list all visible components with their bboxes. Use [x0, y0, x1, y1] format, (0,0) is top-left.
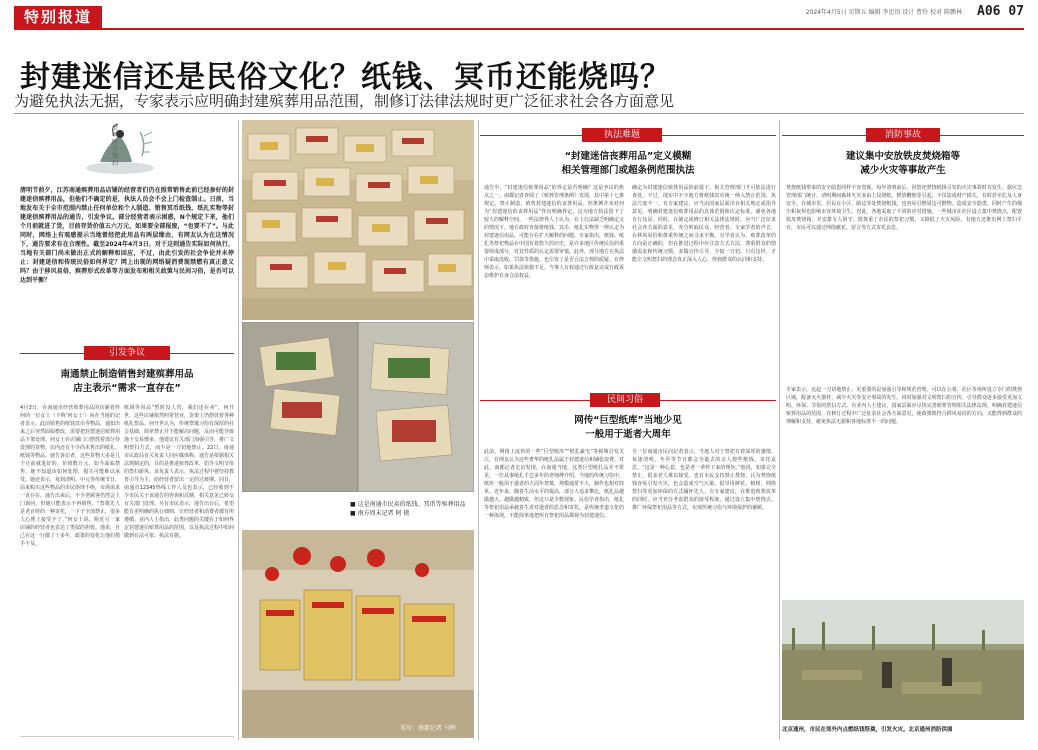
section-tab: 特别报道: [14, 6, 102, 28]
law-article-col1: 通告中，“封建迷信殡葬用品”的界定是否明确？这是争议的焦点之一。南都记者查阅了《殡葬管理条例》发现，其中第十七条规定，禁止制造、销售封建迷信的丧葬用品。但条例并未对何为“封建迷信的丧葬用品”作出明确界定，这为地方执法留下了较大的解释空间。一些法律界人士认为，在上位法缺乏明确定义的情况下，地方政府直接将纸钱、冥币、纸扎实物等一律认定为封建迷信用品，可能存在扩大解释的问题。专家指出，纸钱、纸扎等祭祀物品在中国有着悠久的历史，是许多地区传统民俗的重要组成部分，对其性质的认定需要审慎。此外，部分地方在执法中采取没收、罚款等措施，也引发了是否合法合规的质疑。有律师表示，如果执法依据不足，当事人有权通过行政复议或行政诉讼维护自身合法权益。: [484, 185, 624, 279]
page-number: A06 07: [977, 4, 1024, 19]
fire-photo-caption: 北京通州，市民在郊外内点燃纸钱祭奠，引发火灾。北京通州消防供图: [782, 727, 953, 733]
fire-section-label: 消防事故: [866, 128, 940, 142]
photo-caption-line-1: ■ 这是南通市民卖的纸钱、冥币等殡葬用品: [350, 501, 466, 508]
fire-article-col1: 焚烧纸钱带来的安全隐患同样不容忽视。每年清明前后，因祭祀焚烧纸钱引发的火灾事故时有发生。据应急管理部门统计，清明期间森林火灾多由上坟烧纸、燃放鞭炮等引起，不仅造成财产损失，有时甚至危及人身安全。在城市里，居民在小区、路边等处焚烧纸钱，也容易引燃周边可燃物，造成安全隐患，同时产生的烟尘和灰烬也影响市容环境卫生。对此，各地采取了不同的应对措施。一些城市在社区设立集中焚烧点，配置铁皮焚烧箱，并安排专人值守，既尊重了市民的祭祀习惯，又降低了火灾风险。有地方还推出网上祭扫平台，市民可以通过网络献花、留言等方式寄托哀思。: [786, 185, 1022, 231]
left-article-col1: 4月3日，在南通市经营殡葬用品的店铺者姓何的一位女士（下称‘何女士’）向在当地的记者表示，此前销售的纸钱冥币等物品，通知出来之后突然面临整改，需要把封建迷信殡葬用品下架处理。何女士在店铺门口摆放着部分待处理的货物，店内还有不少尚未售出的纸扎、纸钱等物品。她告诉记者，这些货物大多是几个月前就进好的，价值数万元。如今面临禁售，她不知道该如何处理，损失可能难以承受。她还表示，每到清明、中元等传统节日，前来购买这些物品的市民络绎不绝，市场需求一直存在。通告出来后，不少老顾客仍然会上门询问，但她只能表示不再销售。“祭奠先人是老百姓的一种寄托，一下子全部禁止，很多人心理上接受不了。”何女士说。附近另一家店铺的经营者也表达了类似的担忧。他说，自己在这一行做了十多年，政策的变化让他们措手不及。: [20, 405, 120, 547]
left-article-title: 南通禁止制造销售封建殡葬用品 店主表示“需求一直存在”: [60, 369, 194, 394]
photo-caption: [350, 500, 470, 518]
column-divider: [478, 120, 479, 740]
folk-section-label: 民间习俗: [590, 393, 660, 407]
headline: 封建迷信还是民俗文化？纸钱、冥币还能烧吗？: [20, 60, 671, 95]
column-divider: [238, 120, 239, 740]
illustration-text: 清明时节 · 祭扫: [112, 125, 122, 167]
photo-burning-field: [782, 600, 1024, 720]
fire-article-title: 建议集中安放铁皮焚烧箱等 减少火灾等事故产生: [845, 151, 960, 176]
header-rule: [14, 28, 1024, 30]
photo-shop-front: [242, 530, 474, 738]
divider: [14, 113, 1024, 114]
fine-print-mark: [20, 736, 234, 737]
intro-paragraph: 清明节前夕，江苏南通殡葬用品店铺的经营者们仍在照常销售此前已经参好的封建迷信殡葬用品，但他们不确定的是，执法人员会不会上门检查制止。日前，当地发布关于全市范围内禁止任何单位和个人制造、销售冥币纸钱、纸扎实物等封建迷信殡葬用品的通告，引发争议。部分经营者表示困惑，N个规定下来，他们个月前就进了货，目前存货价值五六万元，如果要全部报废，“也要不了”。与此同时，网络上有观感提示当地曾经把此用品有两层缘由，有网友认为在这情况下，通告要求有在合理性。截至2024年4月3日，对于这则通告实际如何执行，当地有关部门尚未做出正式的解释和回应，不过，由此引发的社会争论并未停止：封建迷信和传统民俗如何界定？网上出现的网络疑消费现禁燃有真正意义吗？由于移风易俗、殡葬形式改革等方面发布和相关政策与民间习俗，是否可以达到平衡？: [20, 187, 234, 284]
photo-credit: 采写：南都记者 马晖: [400, 725, 456, 732]
fire-article-col2: 专家表示，比起一刀切地禁止，更重要的是加强引导和规范管理。可以在公墓、社区等场所设立专门的焚烧区域，配备灭火器材，减少火灾等安全事故的发生。同时加强对文明祭扫的宣传，引导群众逐步接受更加文明、环保、节俭的祭扫方式。有业内人士建议，国家层面应尽快完善殡葬管理相关法律法规，明确封建迷信殡葬用品的范围，在修订过程中广泛征求社会各方面意见，使政策既符合移风易俗的方向，又能得到群众的理解和支持，避免执法无据和各地标准不一的问题。: [786, 387, 1022, 425]
column-divider: [779, 120, 780, 740]
ink-illustration: [80, 122, 190, 184]
left-article-col2: 纸钱等用品“暂时没人管，我们还在卖”，何开世，这些店铺依然照常营业，货架上仍摆放着各种纸扎祭品。何开世认为，传统祭奠习俗有深厚的社会基础，简单禁止并不能解决问题，反而可能导致地下交易增多。他建议有关部门加强引导，推广文明祭扫方式，而不是一刀切地禁止。22日，南通市民政局有关负责人回应媒体称，通告是依据相关法规制定的，目的是推进殡葬改革，倡导文明节俭的祭扫新风。该负责人表示，执法过程中将坚持教育引导为主，给经营者留出一定的过渡期。同日，南通市12345热线工作人员也表示，已经收到不少市民关于该通告的咨询和反映，相关意见已转交有关部门处理。另有市民表示，通告出台后，希望能有更明确的执行细则，让经营者和消费者都有所遵循。业内人士指出，此类问题的关键在于如何界定封建迷信殡葬用品的范围，以及执法过程中如何做到有法可依、执法有据。: [124, 405, 234, 539]
subheadline: 为避免执法无据，专家表示应明确封建殡葬用品范围，制修订法律法规时更广泛征求社会各方面意见: [14, 92, 675, 110]
photo-paper-money-stacks: [242, 120, 474, 320]
folk-article-title: 网传“巨型纸库”当地少见 一般用于逝者大周年: [574, 415, 682, 440]
law-article-col2: 确定为封建迷信殡葬用品的前提下，相关管理部门才可依法进行查处。不过，现实中不少地方将纸钱冥币统一纳入禁止范围，执法尺度不一。有专家建议，应当由国家层面出台相关规定或指导意见，明确封建迷信殡葬用品的具体范围和认定标准，避免各地自行其是。同时，在制定或修订相关法律法规时，应当广泛征求社会各方面的意见，充分听取民众、经营者、专家学者的声音，在移风易俗和尊重传统之间寻求平衡。有学者认为，殡葬改革的方向是正确的，但在推进过程中应注意方式方法，尊重群众的情感需求和传统习惯，多做宣传引导，少搞一刀切。只有这样，才能让文明祭扫的理念真正深入人心，得到群众的认同和支持。: [632, 185, 776, 263]
header-info: 2024年4月5日 星期五 编辑 李思语 设计 曹铃 校对 陈鹏林: [805, 9, 962, 16]
folk-article-col2: 另一位南通市民向记者表示，当地人对于祭祀有着深厚的感情，每逢清明、冬至等节日都会为逝去的亲人烧些纸钱，寄托哀思。“这是一种心意，也是老一辈传下来的规矩。”他说，如果完全禁止，很多老人难以接受。也有市民支持禁止焚烧，认为焚烧纸钱容易引发火灾，也会造成空气污染，倡导用鲜花、植树、网络祭扫等更加环保的方式缅怀先人。有专家建议，在推进殡葬改革的同时，应当充分考虑群众的接受程度，通过设立集中焚烧点、推广环保祭祀用品等方式，实现传统习俗与环境保护的兼顾。: [632, 449, 776, 511]
law-section-label: 执法难题: [582, 128, 662, 142]
photo-caption-line-2: ■ 南方周末记者 阿 摄: [350, 510, 410, 517]
left-section-label: 引发争议: [84, 346, 170, 360]
folk-article-col1: 此前，网络上流传的一些“巨型纸库”“纸扎豪宅”等视频引发关注，有网友认为这些奢华的纸扎品属于封建迷信和铺张浪费。对此，南都记者走访发现，在南通当地，这类巨型纸扎品并不常见。一位从事纸扎手艺多年的老师傅介绍，当地的传统习俗中，纸库一般用于逝者的大周年祭奠，规模通常不大，制作也相对简单。近年来，随着生活水平的提高，部分人追求攀比，纸扎品越做越大、越做越精致，但这只是少数现象。民俗学者指出，纸扎等祭祀用品承载着生者对逝者的思念和寄托，是传统孝道文化的一种体现。不能简单地把所有祭祀用品都视为封建迷信。: [484, 449, 624, 519]
law-article-title: “封建迷信丧葬用品”定义模糊 相关管理部门或超条例范围执法: [561, 151, 695, 176]
photo-paper-money-closeup: [242, 322, 474, 492]
